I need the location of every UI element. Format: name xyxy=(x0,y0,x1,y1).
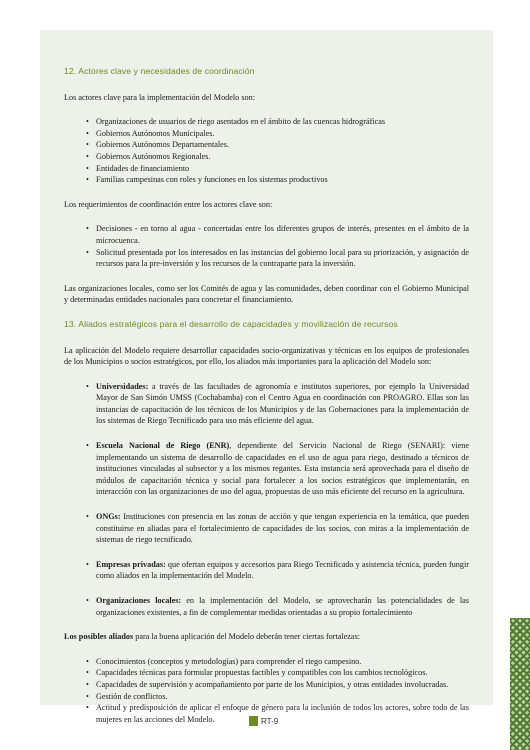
page-marker-icon xyxy=(249,716,258,726)
list-item xyxy=(64,595,469,618)
list-item: • Gobiernos Autónomos Regionales. xyxy=(64,151,469,163)
list-item xyxy=(64,511,469,546)
ally-label: Organizaciones locales: xyxy=(96,596,182,605)
strengths-intro xyxy=(64,631,469,643)
ally-text: a través de las facultades de agronomía e institutos superiores, por ejemplo la Universidad Mayor de San Simón UMSS (Cochabamba) con el Centro Agua en coordinación con PROAGRO. Ellas son las instancias de capacitación de los técnicos de los Municipios y de las Gobernaciones para la implementación de los sistemas de Riego Tecnificado para uso más eficiente del agua. xyxy=(96,381,469,426)
list-item: • Entidades de financiamiento xyxy=(64,163,469,175)
ally-text: en la implementación del Modelo, se aprovecharán las potencialidades de las organizaciones existentes, a fin de complementar medidas orientadas a su propio fortalecimiento xyxy=(96,596,469,617)
list-item: • Conocimientos (conceptos y metodologías) para comprender el riego campesino. xyxy=(64,656,469,668)
decorative-pattern xyxy=(510,618,530,750)
ally-text: que ofertan equipos y accesorios para Riego Tecnificado y asistencia técnica, pueden fungir como aliados en la implementación del Modelo. xyxy=(96,559,469,581)
requirements-list xyxy=(64,223,469,269)
list-item: • Decisiones - en torno al agua - concertadas entre los diferentes grupos de interés, presentes en el ámbito de la microcuenca. xyxy=(64,223,469,246)
strengths-list xyxy=(64,656,469,726)
list-item xyxy=(64,559,469,582)
list-item: • Solicitud presentada por los interesados en las instancias del gobierno local para su priorización, y asignación de recursos para la pre-inversión y los recursos de la contraparte para la inversión. xyxy=(64,247,469,270)
ally-text: Instituciones con presencia en las zonas de acción y que tengan experiencia en la temática, que pueden constituirse en aliadas para el fortalecimiento de capacidades de los socios, con miras a la implementación de sistemas de riego tecnificado. xyxy=(96,512,469,545)
list-item: • Gobiernos Autónomos Departamentales. xyxy=(64,139,469,151)
strengths-intro-text: para la buena aplicación del Modelo deberán tener ciertas fortalezas: xyxy=(133,632,361,642)
list-item xyxy=(64,381,469,427)
list-item xyxy=(64,440,469,498)
ally-label: ONGs: xyxy=(96,512,121,522)
actors-intro: Los actores clave para la implementación del Modelo son: xyxy=(64,92,255,102)
page-footer xyxy=(249,716,278,726)
actors-list xyxy=(64,116,469,186)
section-12-closing: Las organizaciones locales, como ser los Comités de agua y las comunidades, deben coordinar con el Gobierno Municipal y determinadas entidades nacionales para concretar el financiamiento. xyxy=(64,283,469,305)
ally-label: Escuela Nacional de Riego (ENR) xyxy=(96,441,230,451)
page-number: RT-9 xyxy=(261,716,279,726)
list-item: • Gobiernos Autónomos Municipales. xyxy=(64,128,469,140)
allies-list xyxy=(64,381,469,619)
list-item: • Organizaciones de usuarios de riego asentados en el ámbito de las cuencas hidrográficas xyxy=(64,116,469,128)
ally-text: , dependiente del Servicio Nacional de Riego (SENARI): viene implementando un sistema de desarrollo de capacidades en el uso de agua para riego, destinado a técnicos de instituciones vinculadas al subsector y a los mismos regantes. Esta instancia será aprovechada para el diseño de módulos de capacitación técnica y social para fortalecer a los socios estratégicos que implementarán, en interacción con las organizaciones de uso del agua, propuestas de uso más eficiente del recurso en la agricultura. xyxy=(96,441,469,497)
section-12-title: 12. Actores clave y necesidades de coordinación xyxy=(64,66,255,76)
list-item: • Capacidades de supervisión y acompañamiento por parte de los Municipios, y otras entidades involucradas. xyxy=(64,679,469,691)
page-content xyxy=(64,66,469,738)
ally-label: Universidades: xyxy=(96,381,149,391)
allies-intro: La aplicación del Modelo requiere desarrollar capacidades socio-organizativas y técnicas en los equipos de profesionales de los Municipios o socios estratégicos, por ello, los aliados más importantes para la aplicación del Modelo son: xyxy=(64,345,469,367)
strengths-label: Los posibles aliados xyxy=(64,632,134,642)
list-item: • Capacidades técnicas para formular propuestas factibles y compatibles con los cambios tecnológicos. xyxy=(64,667,469,679)
list-item: • Actitud y predisposición de aplicar el enfoque de género para la inclusión de todos los actores, sobre todo de las mujeres en las acciones del Modelo. xyxy=(64,702,469,725)
ally-label: Empresas privadas: xyxy=(96,559,166,569)
list-item: • Familias campesinas con roles y funciones en los sistemas productivos xyxy=(64,174,469,186)
list-item: • Gestión de conflictos. xyxy=(64,691,469,703)
requirements-intro: Los requerimientos de coordinación entre los actores clave son: xyxy=(64,199,273,209)
section-13-title: 13. Aliados estratégicos para el desarrollo de capacidades y movilización de recursos xyxy=(64,318,398,329)
